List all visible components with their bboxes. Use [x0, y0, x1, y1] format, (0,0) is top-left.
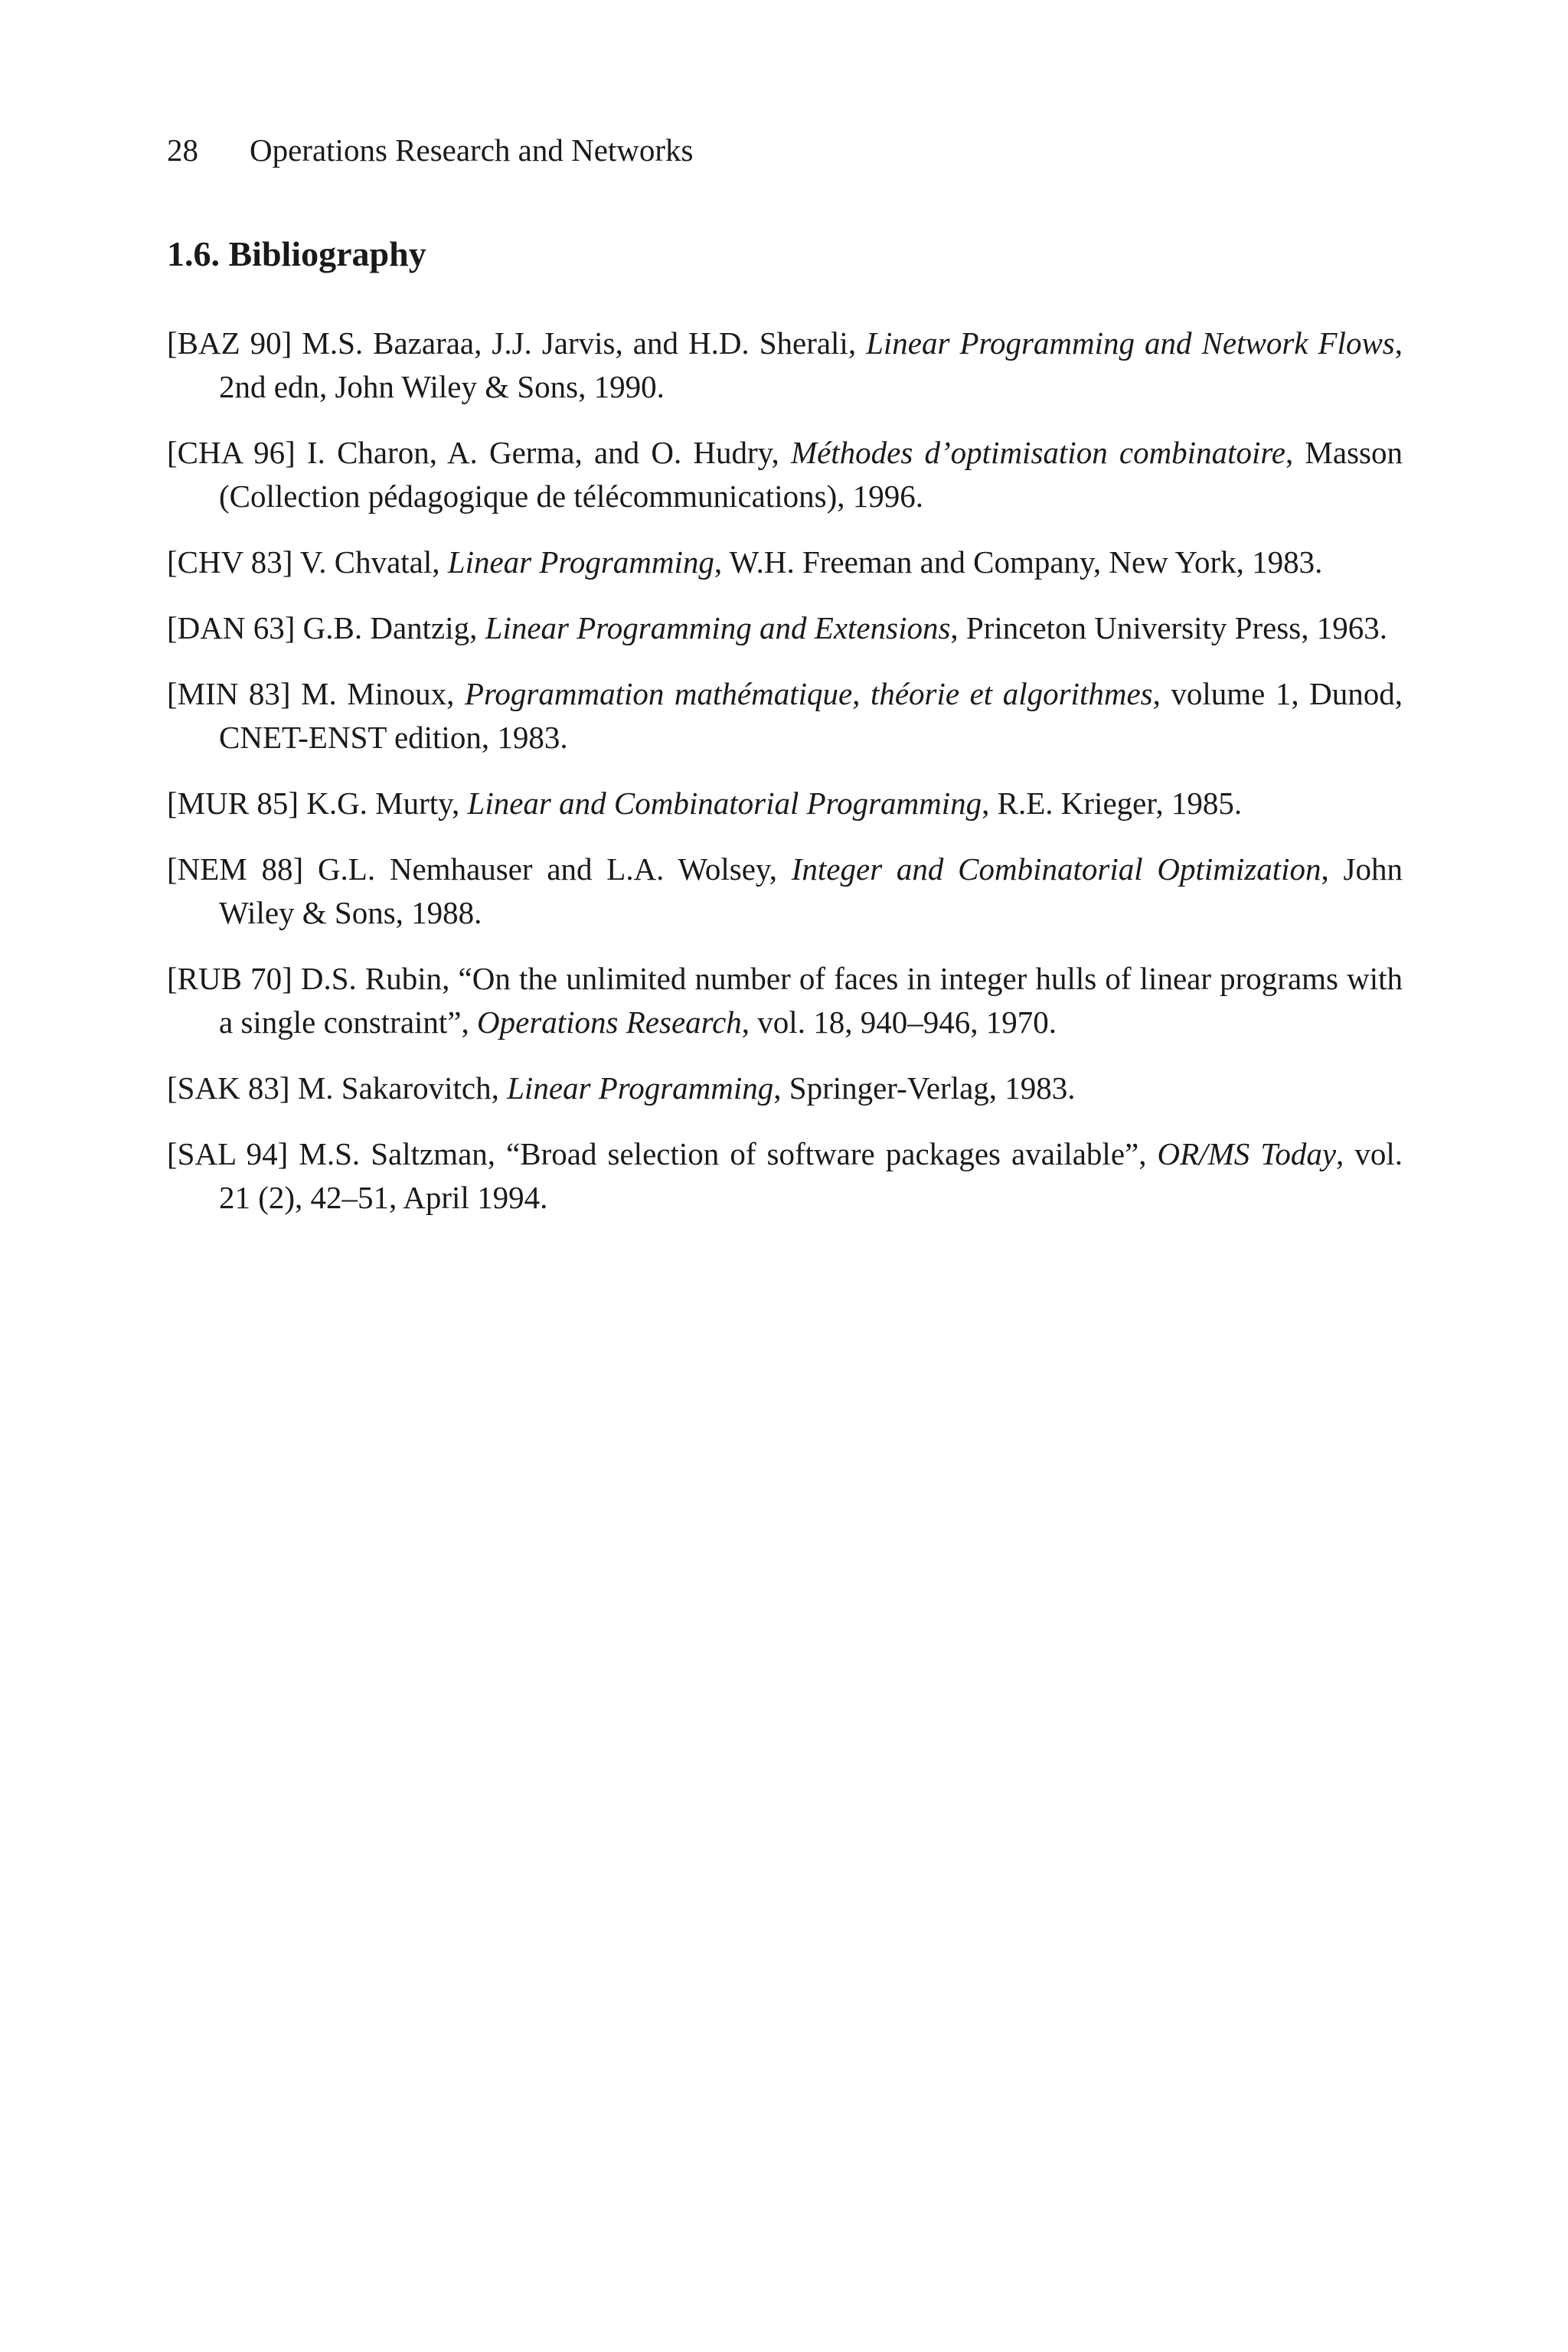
- entry-key: [MUR 85]: [167, 786, 299, 821]
- entry-key: [SAL 94]: [167, 1136, 289, 1171]
- bibliography-entry: [167, 672, 1403, 760]
- bibliography-entry: [167, 322, 1403, 409]
- entry-details: , Princeton University Press, 1963.: [950, 610, 1387, 645]
- entry-key: [RUB 70]: [167, 961, 292, 996]
- entry-authors: V. Chvatal,: [299, 544, 440, 580]
- entry-key: [NEM 88]: [167, 851, 304, 887]
- entry-authors: M. Sakarovitch,: [297, 1070, 499, 1106]
- entry-details: , volume 1, Dunod, CNET-ENST edition, 1983.: [219, 676, 1403, 755]
- page-number: 28: [167, 132, 198, 168]
- entry-authors: M.S. Bazaraa, J.J. Jarvis, and H.D. Sherali,: [302, 325, 857, 361]
- entry-authors: M. Minoux,: [301, 676, 455, 711]
- entry-key: [MIN 83]: [167, 676, 291, 711]
- entry-title: Linear Programming and Network Flows: [866, 325, 1395, 361]
- bibliography-entry: [167, 957, 1403, 1044]
- bibliography-entry: [167, 1132, 1403, 1220]
- bibliography-entry: [167, 782, 1403, 825]
- entry-details: , Springer-Verlag, 1983.: [773, 1070, 1076, 1106]
- entry-key: [SAK 83]: [167, 1070, 290, 1106]
- entry-title: Linear Programming: [447, 544, 714, 580]
- entry-title: Programmation mathématique, théorie et algorithmes: [464, 676, 1153, 711]
- entry-authors: D.S. Rubin, “On the unlimited number of faces in integer hulls of linear programs with a single constraint”,: [219, 961, 1403, 1040]
- entry-title: Integer and Combinatorial Optimization: [791, 851, 1321, 887]
- bibliography-list: [167, 322, 1403, 1242]
- entry-details: , R.E. Krieger, 1985.: [982, 786, 1243, 821]
- entry-details: , vol. 21 (2), 42–51, April 1994.: [219, 1136, 1403, 1215]
- section-title: 1.6. Bibliography: [167, 234, 426, 273]
- entry-title: Linear Programming and Extensions: [485, 610, 951, 645]
- entry-title: Linear Programming: [507, 1070, 774, 1106]
- entry-authors: M.S. Saltzman, “Broad selection of software packages available”,: [299, 1136, 1147, 1171]
- entry-details: , 2nd edn, John Wiley & Sons, 1990.: [219, 325, 1403, 404]
- bibliography-entry: [167, 606, 1403, 650]
- entry-title: Méthodes d’optimisation combinatoire: [790, 435, 1285, 470]
- entry-details: , vol. 18, 940–946, 1970.: [741, 1004, 1057, 1040]
- running-header: [167, 129, 694, 172]
- entry-title: OR/MS Today: [1157, 1136, 1337, 1171]
- entry-authors: G.L. Nemhauser and L.A. Wolsey,: [317, 851, 777, 887]
- bibliography-entry: [167, 431, 1403, 518]
- entry-authors: G.B. Dantzig,: [302, 610, 478, 645]
- entry-authors: I. Charon, A. Germa, and O. Hudry,: [306, 435, 779, 470]
- entry-title: Operations Research: [477, 1004, 742, 1040]
- entry-key: [CHV 83]: [167, 544, 293, 580]
- running-title: Operations Research and Networks: [250, 132, 694, 168]
- entry-details: , John Wiley & Sons, 1988.: [219, 851, 1403, 930]
- entry-title: Linear and Combinatorial Programming: [467, 786, 982, 821]
- entry-details: , W.H. Freeman and Company, New York, 1983.: [714, 544, 1323, 580]
- bibliography-entry: [167, 848, 1403, 935]
- entry-key: [BAZ 90]: [167, 325, 292, 361]
- bibliography-entry: [167, 541, 1403, 584]
- entry-key: [CHA 96]: [167, 435, 296, 470]
- entry-authors: K.G. Murty,: [306, 786, 460, 821]
- bibliography-entry: [167, 1067, 1403, 1110]
- entry-key: [DAN 63]: [167, 610, 296, 645]
- entry-details: , Masson (Collection pédagogique de télécommunications), 1996.: [219, 435, 1403, 514]
